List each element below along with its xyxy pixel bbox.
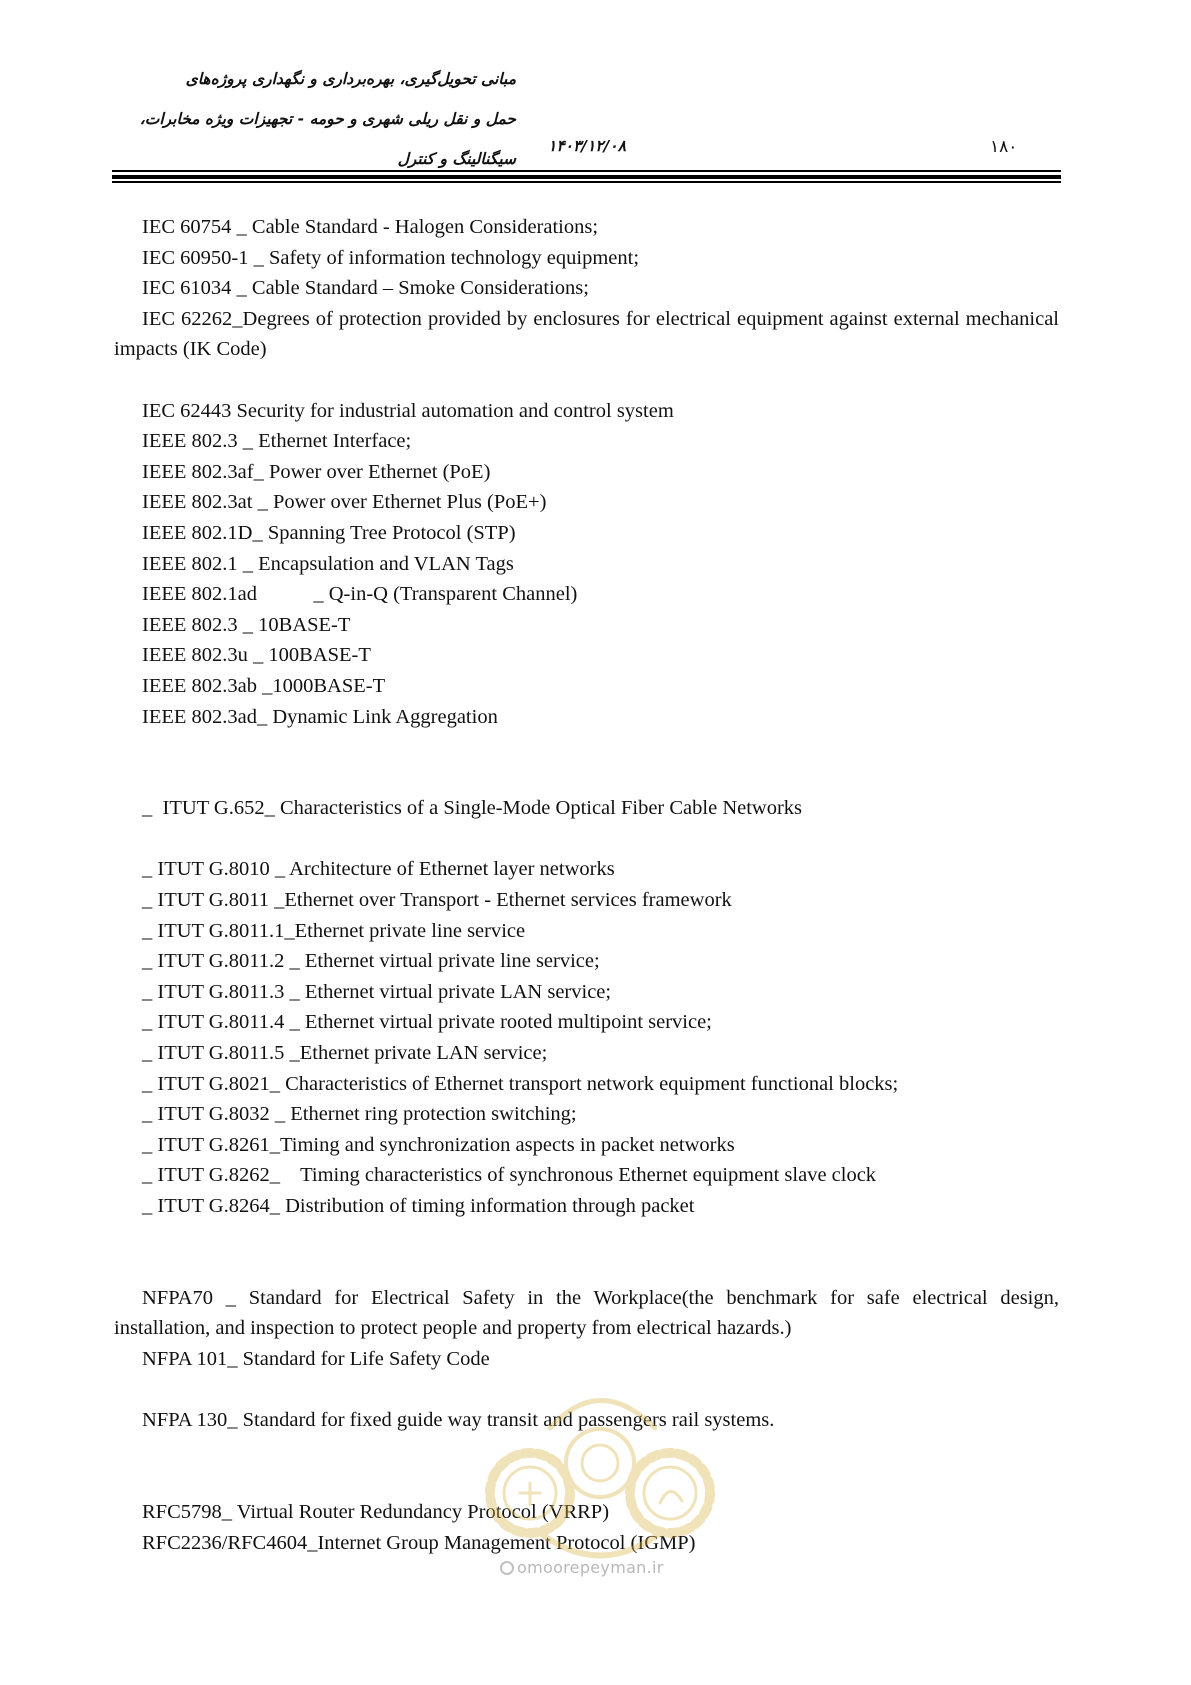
globe-icon (500, 1561, 514, 1575)
standard-line: IEEE 802.3at _ Power over Ethernet Plus (PoE+) (142, 491, 547, 514)
standard-line: IEEE 802.3 _ Ethernet Interface; (142, 430, 412, 453)
standard-line: IEEE 802.1D_ Spanning Tree Protocol (STP) (142, 521, 516, 544)
standard-line: RFC2236/RFC4604_Internet Group Management Protocol (IGMP) (142, 1531, 696, 1554)
standard-line: _ ITUT G.8010 _ Architecture of Ethernet layer networks (142, 858, 615, 881)
standard-line: _ ITUT G.8021_ Characteristics of Ethernet transport network equipment functional blocks; (142, 1072, 899, 1095)
standard-line: _ ITUT G.8032 _ Ethernet ring protection switching; (142, 1103, 577, 1126)
document-body (114, 212, 1059, 1558)
standard-line: IEEE 802.3ad_ Dynamic Link Aggregation (142, 705, 498, 728)
header-title-line-2: حمل و نقل ریلی شهری و حومه - تجهیزات ویژه مخابرات، (139, 110, 516, 128)
standard-line: _ ITUT G.8262_ Timing characteristics of synchronous Ethernet equipment slave clock (142, 1164, 877, 1187)
standard-line: _ ITUT G.8011 _Ethernet over Transport - Ethernet services framework (142, 889, 732, 912)
standard-line: IEEE 802.1 _ Encapsulation and VLAN Tags (142, 552, 514, 575)
watermark-site (500, 1558, 664, 1577)
standard-line: NFPA 101_ Standard for Life Safety Code (142, 1347, 490, 1370)
watermark-site-label: omoorepeyman.ir (517, 1558, 664, 1577)
standard-line: _ ITUT G.8011.3 _ Ethernet virtual private LAN service; (142, 980, 612, 1003)
standard-paragraph: IEC 62262_Degrees of protection provided by enclosures for electrical equipment against external mechanical impacts (IK Code) (114, 307, 1059, 361)
standard-paragraph: NFPA70 _ Standard for Electrical Safety in the Workplace(the benchmark for safe electrical design, installation, and inspection to protect people and property from electrical hazards.) (114, 1286, 1059, 1340)
standard-line: IEC 61034 _ Cable Standard – Smoke Considerations; (142, 277, 589, 300)
standard-line: IEC 62443 Security for industrial automation and control system (142, 399, 674, 422)
page-header (0, 0, 1191, 190)
standard-line: _ ITUT G.8261_Timing and synchronization aspects in packet networks (142, 1133, 735, 1156)
standard-line: IEEE 802.3 _ 10BASE-T (142, 613, 351, 636)
standard-line: IEC 60950-1 _ Safety of information technology equipment; (142, 246, 640, 269)
standard-line: _ ITUT G.652_ Characteristics of a Single-Mode Optical Fiber Cable Networks (142, 797, 803, 820)
standard-line: _ ITUT G.8264_ Distribution of timing information through packet (142, 1195, 695, 1217)
standard-line: IEEE 802.3af_ Power over Ethernet (PoE) (142, 460, 491, 483)
standard-line: IEEE 802.3ab _1000BASE-T (142, 674, 386, 697)
standard-line: _ ITUT G.8011.1_Ethernet private line service (142, 919, 526, 942)
standard-line: IEC 60754 _ Cable Standard - Halogen Considerations; (142, 216, 599, 238)
header-date: ۱۴۰۳/۱۲/۰۸ (548, 137, 626, 155)
standard-line: NFPA 130_ Standard for fixed guide way transit and passengers rail systems. (142, 1409, 775, 1432)
header-title-line-3: سیگنالینگ و کنترل (397, 150, 516, 168)
header-rule (112, 170, 1061, 183)
standard-line: _ ITUT G.8011.5 _Ethernet private LAN service; (142, 1042, 548, 1065)
page-number: ۱۸۰ (990, 137, 1018, 157)
standard-line: _ ITUT G.8011.2 _ Ethernet virtual private line service; (142, 950, 600, 973)
standard-line: IEEE 802.3u _ 100BASE-T (142, 644, 371, 667)
standard-line: _ ITUT G.8011.4 _ Ethernet virtual private rooted multipoint service; (142, 1011, 712, 1034)
standard-line: RFC5798_ Virtual Router Redundancy Protocol (VRRP) (142, 1500, 610, 1523)
header-title-line-1: مبانی تحویل‌گیری، بهره‌برداری و نگهداری پروژه‌های (185, 70, 516, 88)
standard-line: IEEE 802.1ad _ Q-in-Q (Transparent Channel) (142, 583, 578, 606)
